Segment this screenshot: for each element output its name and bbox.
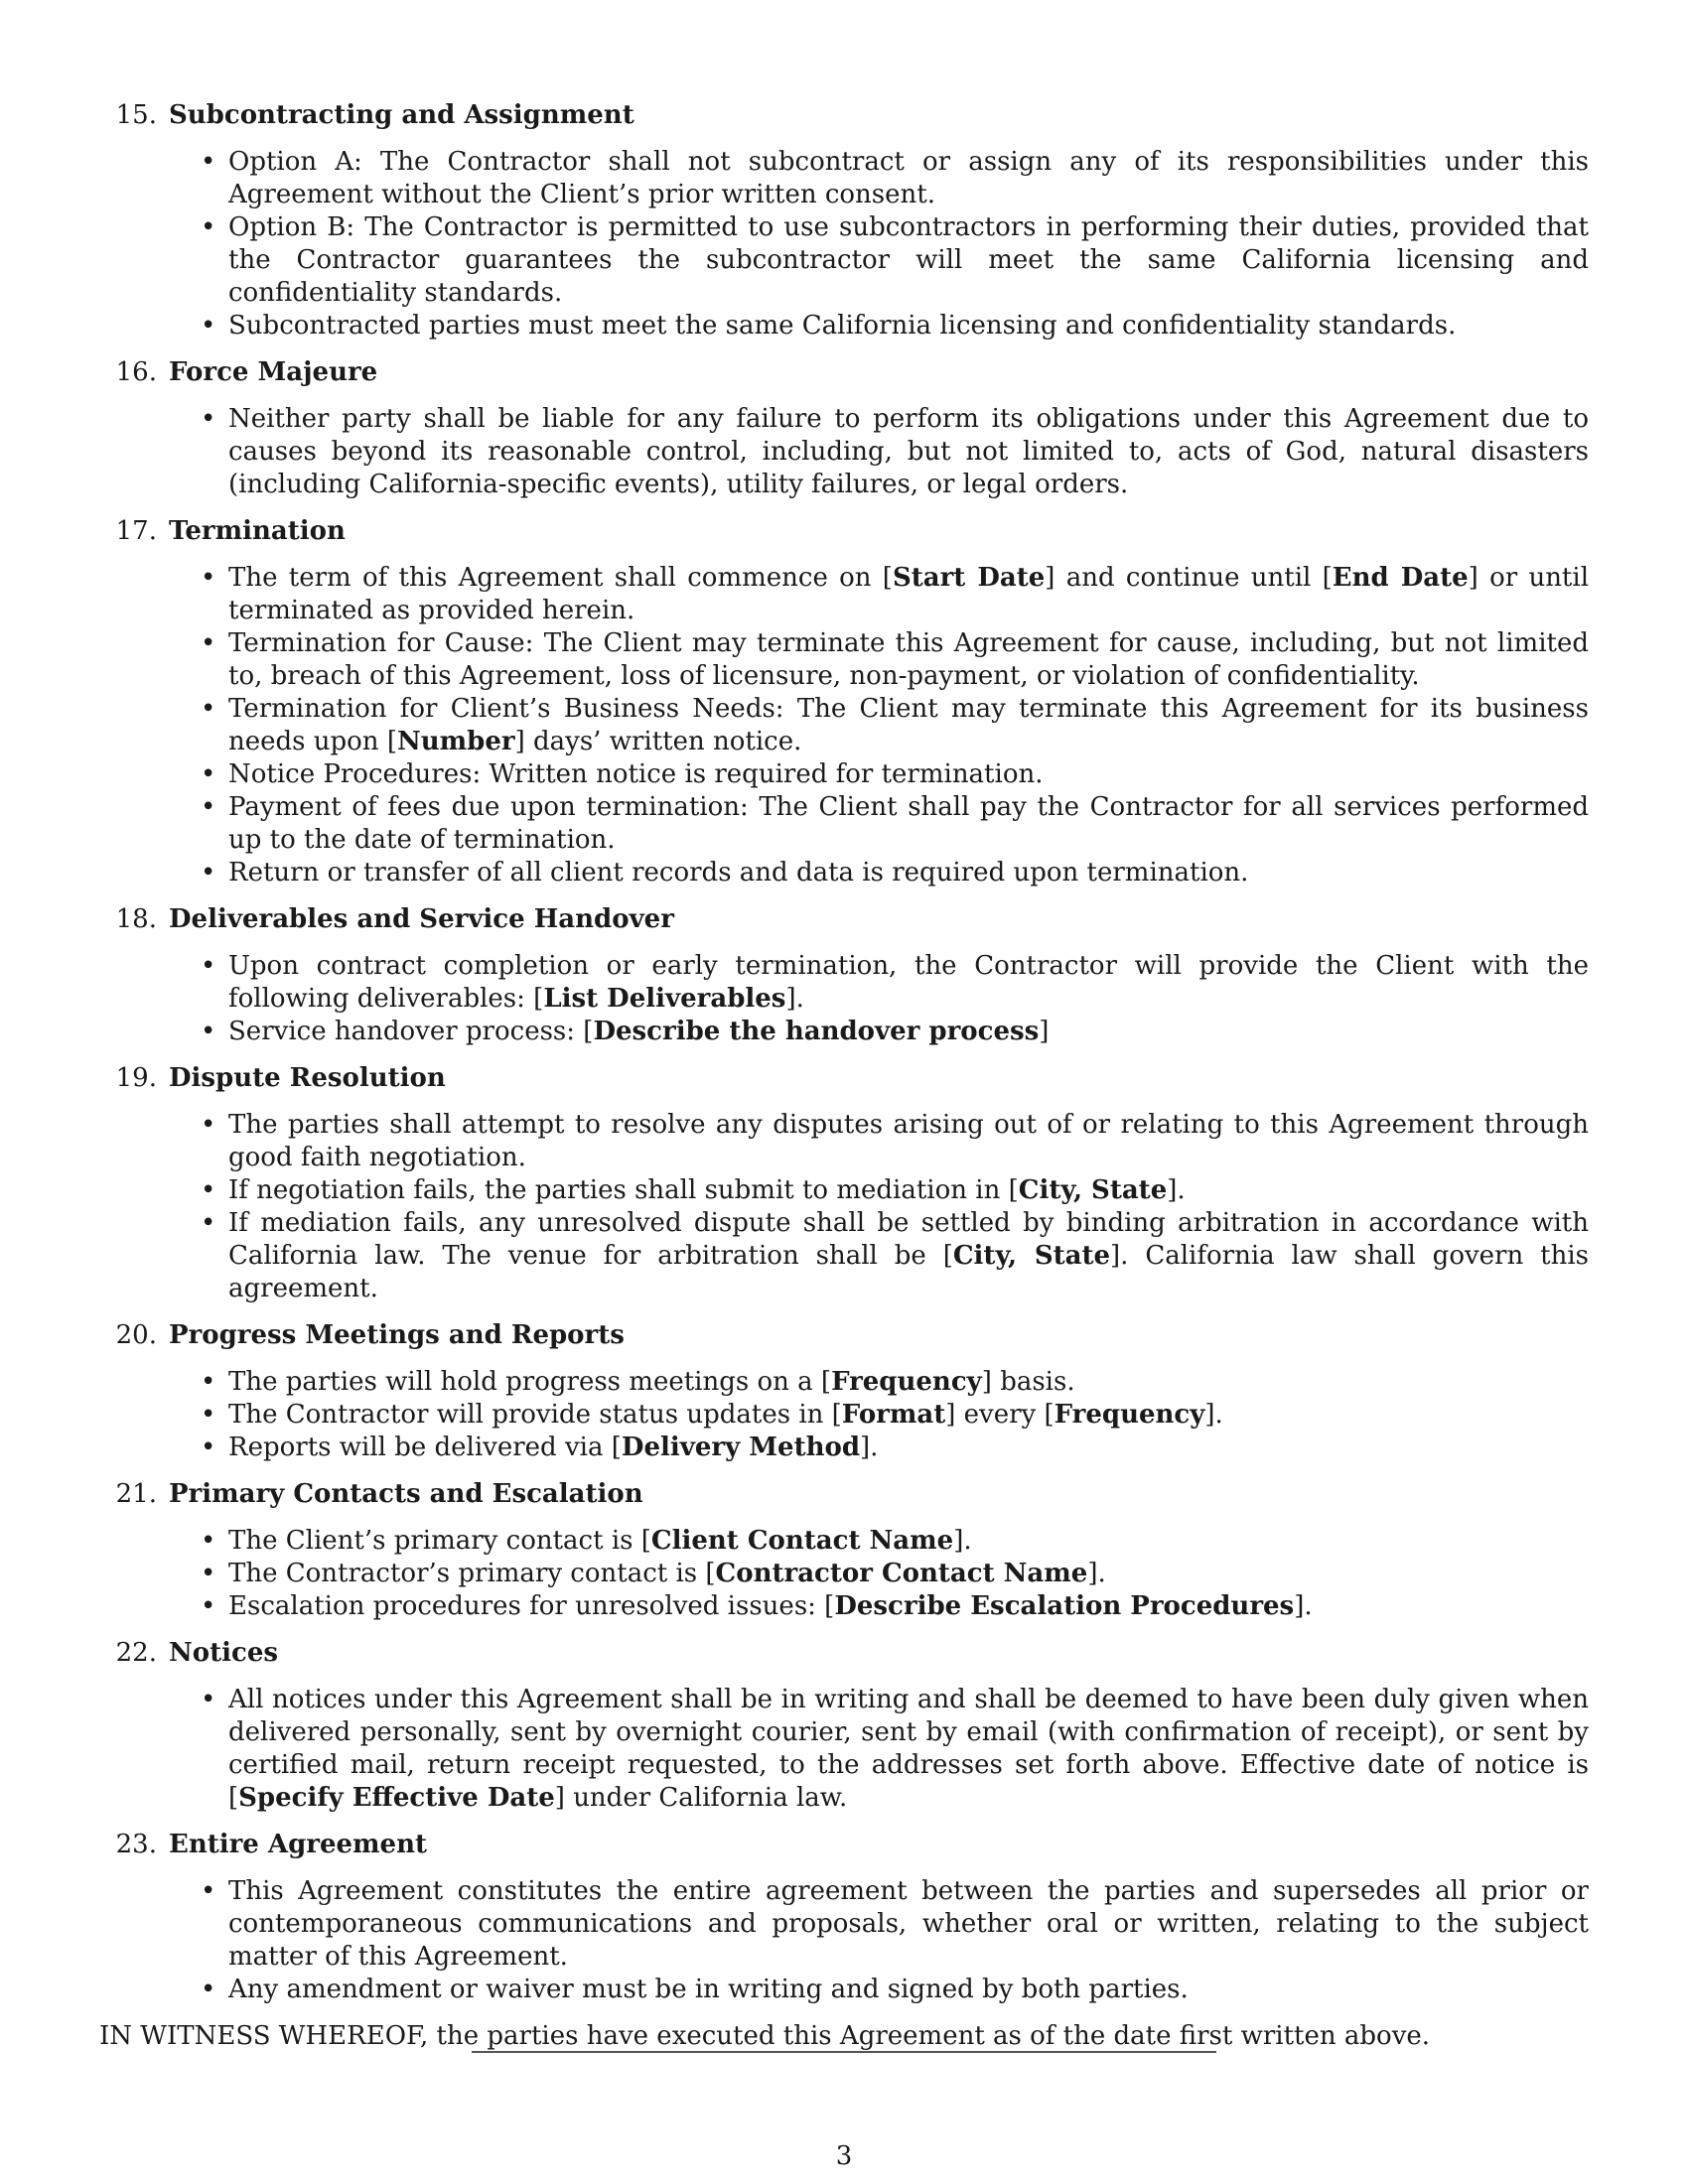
bullet-item bbox=[99, 1525, 1589, 1558]
bullet-item bbox=[99, 627, 1589, 693]
clause-text: ]. California law shall govern this agreement. bbox=[228, 1241, 1589, 1303]
section-number: 23. bbox=[115, 1830, 157, 1859]
signature-line bbox=[472, 2051, 1216, 2053]
clause-text: ]. bbox=[953, 1526, 972, 1556]
bullet-item bbox=[99, 211, 1589, 310]
witness-statement: IN WITNESS WHEREOF, the parties have executed this Agreement as of the date first written above. bbox=[99, 2021, 1431, 2051]
bullet-list bbox=[99, 1684, 1589, 1815]
section-title: Force Majeure bbox=[169, 357, 378, 387]
clause-text: ] or until terminated as provided herein. bbox=[228, 563, 1590, 625]
section-19 bbox=[99, 1062, 1589, 1305]
bullet-item bbox=[99, 1399, 1589, 1432]
bullet-list bbox=[99, 403, 1589, 501]
clause-text: The parties will hold progress meetings on a [ bbox=[228, 1367, 832, 1397]
bullet-item bbox=[99, 1558, 1589, 1590]
section-heading bbox=[99, 1829, 1589, 1861]
bullet-item bbox=[99, 1174, 1589, 1207]
bullet-list bbox=[99, 1525, 1589, 1623]
bullet-item bbox=[99, 693, 1589, 758]
placeholder-field: Format bbox=[841, 1400, 946, 1430]
clause-text: The Contractor’s primary contact is [ bbox=[228, 1559, 716, 1588]
bullet-item bbox=[99, 1016, 1589, 1048]
clause-text: ]. bbox=[860, 1433, 879, 1462]
placeholder-field: Start Date bbox=[892, 563, 1046, 593]
section-number: 18. bbox=[115, 904, 157, 934]
clause-text: All notices under this Agreement shall be in writing and shall be deemed to have been duly given when delivered personally, sent by overnight courier, sent by email (with confirmation of receipt), or sent by certified mail, return receipt requested, to the addresses set forth above. Effective date of notice is [ bbox=[228, 1685, 1589, 1813]
section-18 bbox=[99, 903, 1589, 1048]
placeholder-field: Number bbox=[396, 727, 515, 756]
section-title: Primary Contacts and Escalation bbox=[169, 1479, 643, 1509]
bullet-item bbox=[99, 857, 1589, 889]
placeholder-field: City, State bbox=[1018, 1175, 1168, 1205]
bullet-list bbox=[99, 1366, 1589, 1464]
clause-text: Notice Procedures: Written notice is required for termination. bbox=[228, 759, 1044, 789]
clause-text: ] bbox=[1039, 1017, 1050, 1046]
section-20 bbox=[99, 1319, 1589, 1464]
bullet-item bbox=[99, 1109, 1589, 1174]
section-title: Deliverables and Service Handover bbox=[169, 904, 674, 934]
section-number: 16. bbox=[115, 357, 157, 387]
section-number: 15. bbox=[115, 100, 157, 130]
section-number: 17. bbox=[115, 516, 157, 546]
page-number: 3 bbox=[835, 2141, 853, 2171]
clause-text: Termination for Client’s Business Needs: The Client may terminate this Agreement for its business needs upon [ bbox=[228, 694, 1589, 756]
bullet-list bbox=[99, 1109, 1589, 1305]
section-heading bbox=[99, 1062, 1589, 1095]
clause-text: The parties shall attempt to resolve any disputes arising out of or relating to this Agreement through good faith negotiation. bbox=[228, 1110, 1589, 1172]
clause-text: Payment of fees due upon termination: The Client shall pay the Contractor for all services performed up to the date of termination. bbox=[228, 792, 1589, 855]
section-title: Progress Meetings and Reports bbox=[169, 1320, 625, 1350]
section-21 bbox=[99, 1478, 1589, 1623]
bullet-list bbox=[99, 562, 1589, 889]
section-heading bbox=[99, 515, 1589, 548]
clause-text: The Contractor will provide status updates in [ bbox=[228, 1400, 842, 1430]
clause-text: Escalation procedures for unresolved issues: [ bbox=[228, 1591, 835, 1621]
clause-text: If mediation fails, any unresolved dispute shall be settled by binding arbitration in accordance with California law. The venue for arbitration shall be [ bbox=[228, 1208, 1589, 1271]
placeholder-field: Frequency bbox=[831, 1367, 982, 1397]
clause-text: Subcontracted parties must meet the same California licensing and confidentiality standards. bbox=[228, 311, 1457, 341]
clause-text: ]. bbox=[1087, 1559, 1106, 1588]
bullet-item bbox=[99, 950, 1589, 1016]
bullet-item bbox=[99, 1974, 1589, 2006]
clause-text: Neither party shall be liable for any failure to perform its obligations under this Agreement due to causes beyond its reasonable control, including, but not limited to, acts of God, natural disasters (including California-specific events), utility failures, or legal orders. bbox=[228, 404, 1589, 499]
section-number: 20. bbox=[115, 1320, 157, 1350]
bullet-item bbox=[99, 146, 1589, 211]
clause-text: ] under California law. bbox=[554, 1783, 848, 1813]
placeholder-field: Client Contact Name bbox=[650, 1526, 954, 1556]
clause-text: Return or transfer of all client records and data is required upon termination. bbox=[228, 858, 1249, 887]
bullet-list bbox=[99, 146, 1589, 342]
clause-text: Option B: The Contractor is permitted to use subcontractors in performing their duties, provided that the Contractor guarantees the subcontractor will meet the same California licensing and confidentiality standards. bbox=[228, 212, 1589, 308]
section-15 bbox=[99, 99, 1589, 342]
placeholder-field: Describe Escalation Procedures bbox=[834, 1591, 1295, 1621]
clause-text: The Client’s primary contact is [ bbox=[228, 1526, 651, 1556]
clause-text: Upon contract completion or early termination, the Contractor will provide the Client with the following deliverables: [ bbox=[228, 951, 1589, 1014]
clause-text: ]. bbox=[1294, 1591, 1313, 1621]
clause-text: If negotiation fails, the parties shall submit to mediation in [ bbox=[228, 1175, 1019, 1205]
clause-text: This Agreement constitutes the entire agreement between the parties and supersedes all prior or contemporaneous communications and proposals, whether oral or written, relating to the subject matter of this Agreement. bbox=[228, 1876, 1589, 1972]
bullet-item bbox=[99, 562, 1589, 627]
section-title: Entire Agreement bbox=[169, 1830, 427, 1859]
bullet-item bbox=[99, 791, 1589, 857]
clause-text: The term of this Agreement shall commence on [ bbox=[228, 563, 893, 593]
placeholder-field: City, State bbox=[952, 1241, 1111, 1271]
clause-text: ] and continue until [ bbox=[1045, 563, 1333, 593]
bullet-list bbox=[99, 950, 1589, 1048]
section-title: Notices bbox=[169, 1638, 279, 1668]
placeholder-field: Describe the handover process bbox=[593, 1017, 1040, 1046]
section-title: Dispute Resolution bbox=[169, 1063, 446, 1093]
bullet-item bbox=[99, 1684, 1589, 1815]
placeholder-field: List Deliverables bbox=[543, 984, 786, 1014]
clause-text: ] days’ written notice. bbox=[514, 727, 802, 756]
section-17 bbox=[99, 515, 1589, 889]
placeholder-field: Contractor Contact Name bbox=[715, 1559, 1088, 1588]
clause-text: ]. bbox=[1204, 1400, 1223, 1430]
placeholder-field: Specify Effective Date bbox=[238, 1783, 555, 1813]
clause-text: Any amendment or waiver must be in writing and signed by both parties. bbox=[228, 1975, 1189, 2004]
bullet-item bbox=[99, 758, 1589, 791]
section-number: 22. bbox=[115, 1638, 157, 1668]
section-heading bbox=[99, 356, 1589, 389]
bullet-item bbox=[99, 1366, 1589, 1399]
clause-text: ] basis. bbox=[981, 1367, 1075, 1397]
section-16 bbox=[99, 356, 1589, 501]
bullet-item bbox=[99, 1207, 1589, 1305]
section-number: 21. bbox=[115, 1479, 157, 1509]
section-title: Termination bbox=[169, 516, 346, 546]
placeholder-field: Delivery Method bbox=[621, 1433, 860, 1462]
sections-list bbox=[99, 99, 1589, 2006]
section-heading bbox=[99, 903, 1589, 936]
placeholder-field: Frequency bbox=[1054, 1400, 1205, 1430]
clause-text: Option A: The Contractor shall not subcontract or assign any of its responsibilities under this Agreement without the Client’s prior written consent. bbox=[228, 147, 1589, 209]
document-body bbox=[99, 99, 1589, 2079]
section-heading bbox=[99, 99, 1589, 132]
placeholder-field: End Date bbox=[1332, 563, 1469, 593]
bullet-item bbox=[99, 1590, 1589, 1623]
bullet-item bbox=[99, 403, 1589, 501]
bullet-item bbox=[99, 1875, 1589, 1974]
clause-text: ]. bbox=[1167, 1175, 1186, 1205]
bullet-item bbox=[99, 1432, 1589, 1464]
clause-text: Termination for Cause: The Client may terminate this Agreement for cause, including, but not limited to, breach of this Agreement, loss of licensure, non-payment, or violation of confidentiality. bbox=[228, 628, 1589, 691]
clause-text: ]. bbox=[785, 984, 804, 1014]
section-heading bbox=[99, 1319, 1589, 1352]
bullet-item bbox=[99, 310, 1589, 342]
clause-text: ] every [ bbox=[945, 1400, 1055, 1430]
section-heading bbox=[99, 1637, 1589, 1670]
section-23 bbox=[99, 1829, 1589, 2006]
bullet-list bbox=[99, 1875, 1589, 2006]
clause-text: Reports will be delivered via [ bbox=[228, 1433, 622, 1462]
section-title: Subcontracting and Assignment bbox=[169, 100, 634, 130]
section-number: 19. bbox=[115, 1063, 157, 1093]
clause-text: Service handover process: [ bbox=[228, 1017, 594, 1046]
section-22 bbox=[99, 1637, 1589, 1815]
section-heading bbox=[99, 1478, 1589, 1511]
